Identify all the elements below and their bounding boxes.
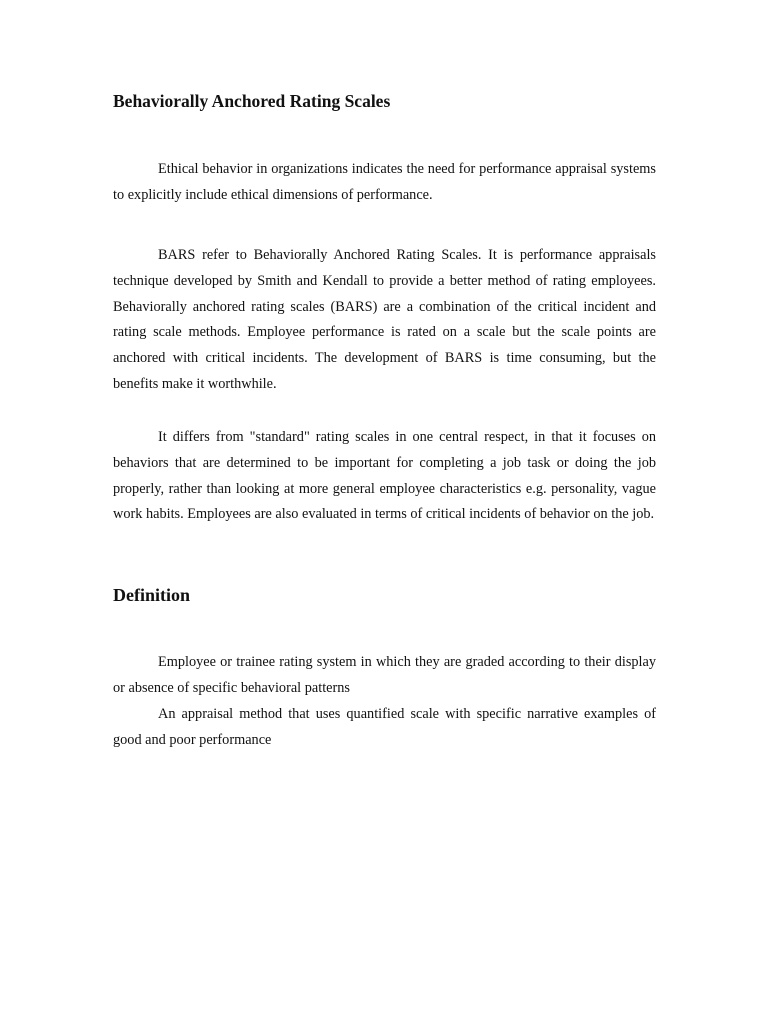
definition-item: Employee or trainee rating system in which they are graded according to their display or absence of specific behavioral patterns xyxy=(113,654,656,696)
intro-paragraph: Ethical behavior in organizations indicates the need for performance appraisal systems to explicitly include ethical dimensions of performance. xyxy=(113,161,656,203)
bars-description-paragraph: BARS refer to Behaviorally Anchored Rating Scales. It is performance appraisals technique developed by Smith and Kendall to provide a better method of rating employees. Behaviorally anchored rating scales (BARS) are a combination of the critical incident and rating scale methods. Employee performance is rated on a scale but the scale points are anchored with critical incidents. The development of BARS is time consuming, but the benefits make it worthwhile. xyxy=(113,247,656,392)
bars-difference-paragraph: It differs from "standard" rating scales in one central respect, in that it focuses on behaviors that are determined to be important for completing a job task or doing the job properly, rather than looking at more general employee characteristics e.g. personality, vague work habits. Employees are also evaluated in terms of critical incidents of behavior on the job. xyxy=(113,429,656,523)
definition-heading: Definition xyxy=(113,585,191,605)
definition-item: An appraisal method that uses quantified scale with specific narrative examples of good and poor performance xyxy=(113,706,656,748)
page-title: Behaviorally Anchored Rating Scales xyxy=(113,91,391,111)
